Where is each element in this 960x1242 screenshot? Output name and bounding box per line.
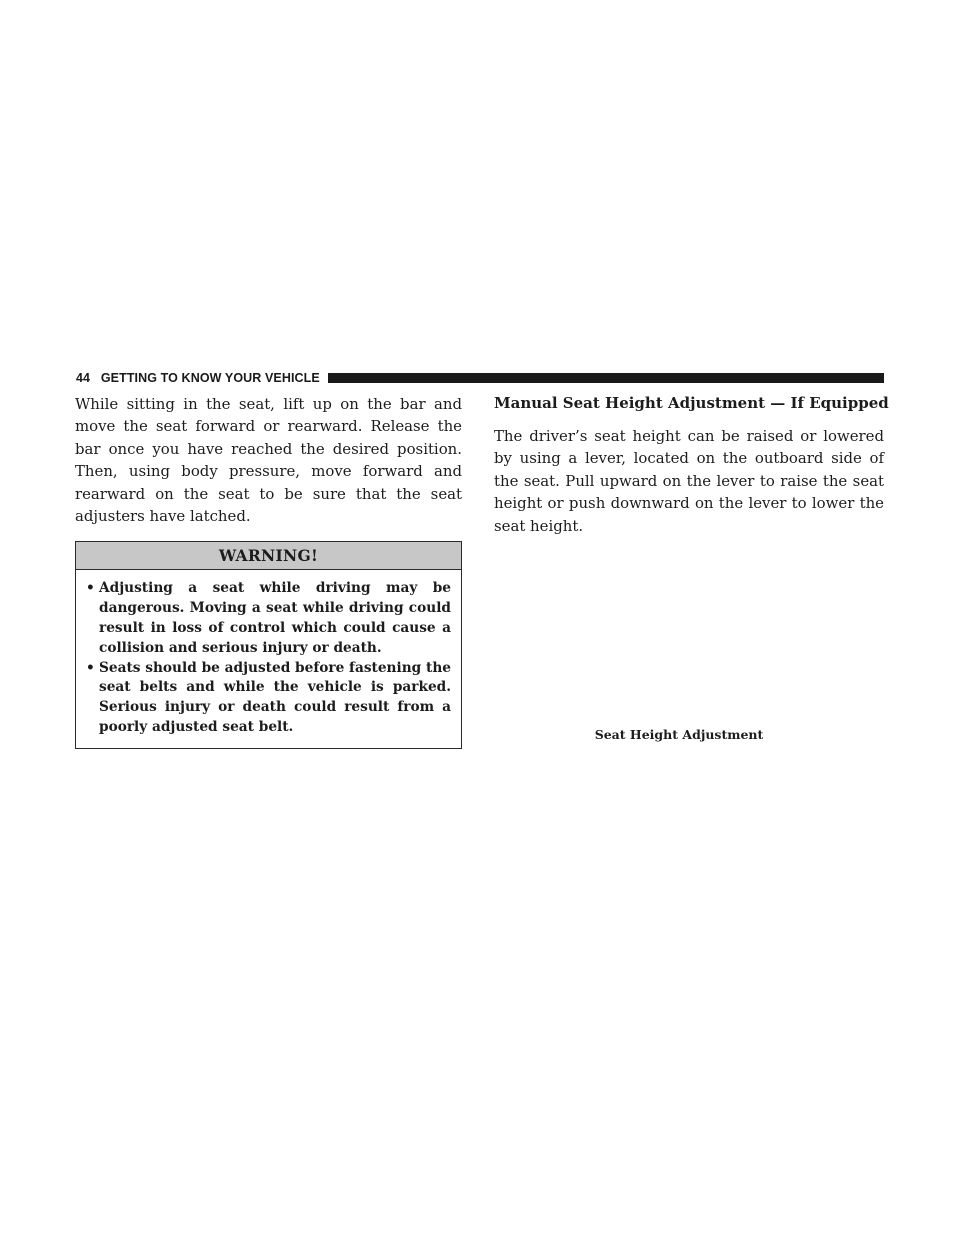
warning-item-text: Adjusting a seat while driving may be dangerous. Moving a seat while driving could result in loss of control which could cause a collision and serious injury or death. <box>99 580 451 656</box>
warning-item-text: Seats should be adjusted before fastening the seat belts and while the vehicle is parked. Serious injury or death could result from a poorly adjusted seat belt. <box>99 659 451 736</box>
seat-height-paragraph: The driver’s seat height can be raised or lowered by using a lever, located on the outboard side of the seat. Pull upward on the lever to raise the seat height or push downward on the lever to lower the seat height. <box>494 427 884 535</box>
section-title: GETTING TO KNOW YOUR VEHICLE <box>100 371 320 385</box>
left-column <box>75 393 462 749</box>
page-number: 44 <box>76 371 91 385</box>
page-header <box>76 371 884 385</box>
right-column <box>494 393 889 537</box>
warning-item <box>86 659 451 738</box>
warning-title: WARNING! <box>76 542 461 570</box>
figure-caption: Seat Height Adjustment <box>594 727 764 742</box>
seat-adjust-paragraph: While sitting in the seat, lift up on the bar and move the seat forward or rearward. Release the bar once you have reached the desired position. Then, using body pressure, move forward and rearward on the seat to be sure that the seat adjusters have latched. <box>75 395 462 526</box>
header-rule-bar <box>328 373 884 383</box>
section-heading: Manual Seat Height Adjustment — If Equipped <box>494 394 889 412</box>
warning-item <box>86 579 451 658</box>
warning-box <box>75 541 462 748</box>
bullet-icon: • <box>86 659 95 676</box>
bullet-icon: • <box>86 580 95 597</box>
warning-list <box>76 570 461 747</box>
page-header-text <box>76 371 320 385</box>
